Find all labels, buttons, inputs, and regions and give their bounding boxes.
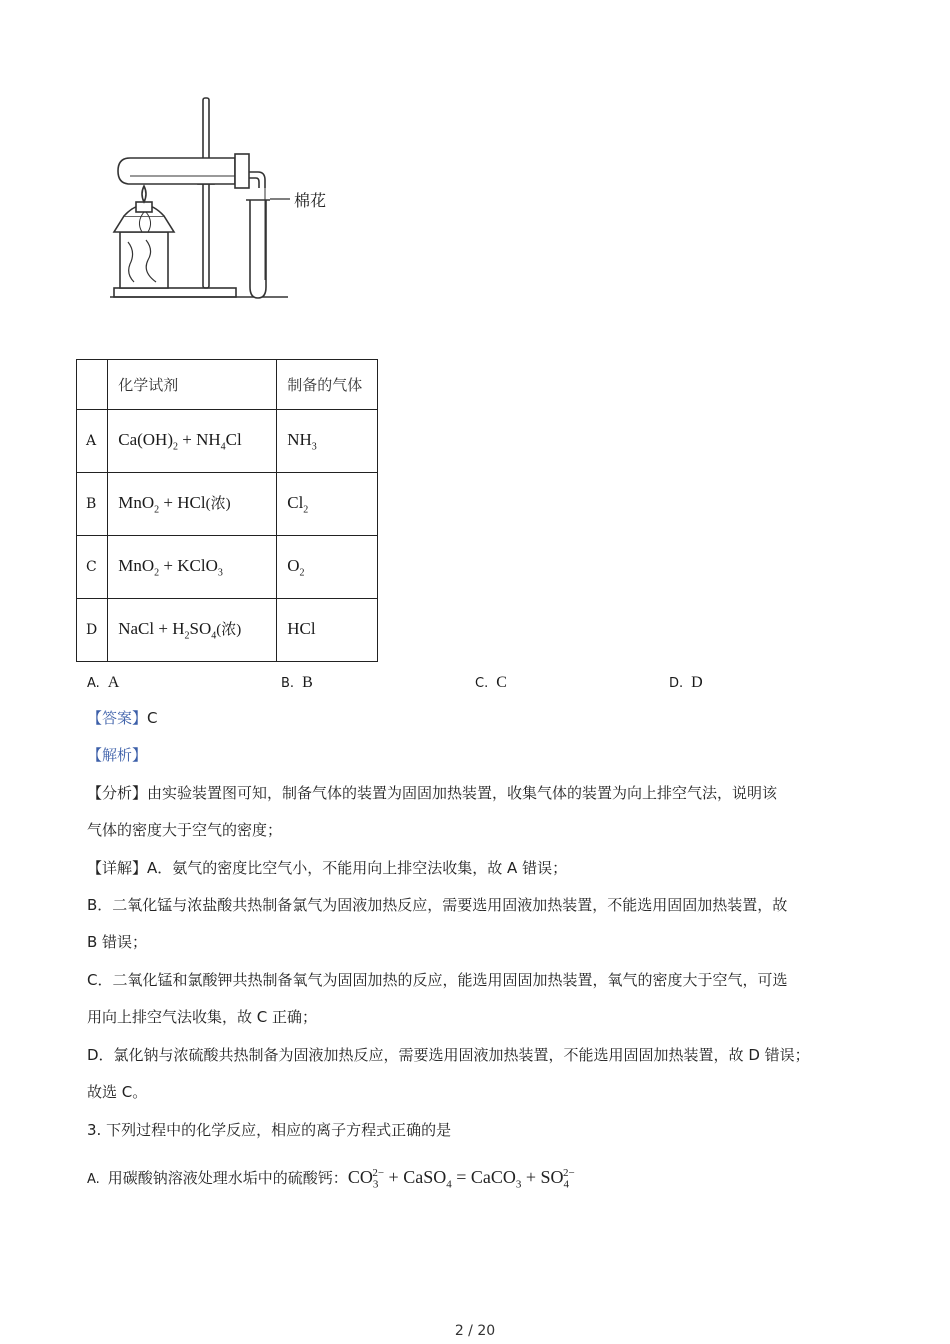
page-number: 2 / 20 [454, 1323, 496, 1339]
gas-cell: $NH_3$ [277, 410, 378, 473]
reagent-gas-table [76, 359, 378, 662]
row-letter: D [77, 599, 108, 662]
detail-c-line2: 用向上排空气法收集，故 C 正确； [87, 1008, 318, 1026]
reagent-cell: $Ca(OH)_2 + NH_4Cl$ [108, 410, 277, 473]
row-letter: C [77, 536, 108, 599]
option-a[interactable]: A. A [87, 674, 120, 691]
analysis-fenxi-line1: 【分析】由实验装置图可知，制备气体的装置为固固加热装置，收集气体的装置为向上排空气法，说明该 [87, 784, 778, 802]
gas-cell: $Cl_2$ [277, 473, 378, 536]
alcohol-lamp-body [120, 232, 168, 288]
collecting-tube [250, 200, 266, 298]
gas-cell: HCl [277, 599, 378, 662]
table-header-row [77, 360, 378, 410]
reagent-cell: NaCl + $H_2SO_4$(浓) [108, 599, 277, 662]
gas-cell: $O_2$ [277, 536, 378, 599]
detail-b-line2: B 错误； [87, 933, 148, 951]
ion-equation: $CO_3^{2-}$ + CaSO$_4$ = CaCO$_3$ + $SO_4^{2-}$ [347, 1167, 575, 1191]
test-tube [118, 158, 235, 184]
header-gas: 制备的气体 [277, 360, 378, 410]
detail-a: 【详解】A．氨气的密度比空气小，不能用向上排空法收集，故 A 错误； [87, 859, 568, 877]
question-3-option-a[interactable]: A. 用碳酸钠溶液处理水垢中的硫酸钙：$CO_3^{2-}$ + CaSO$_4$ = CaCO$_3$ + $SO_4^{2-}$ [87, 1167, 575, 1191]
option-d[interactable]: D. D [669, 674, 703, 691]
row-letter: B [77, 473, 108, 536]
answer-line: 【答案】C [87, 709, 158, 727]
header-reagent: 化学试剂 [108, 360, 277, 410]
flame [142, 186, 146, 202]
table-row [77, 536, 378, 599]
reagent-cell: MnO$_2$ + KClO$_3$ [108, 536, 277, 599]
option-c[interactable]: C. C [475, 674, 507, 691]
question-3-stem: 3. 下列过程中的化学反应，相应的离子方程式正确的是 [87, 1121, 452, 1139]
row-letter: A [77, 410, 108, 473]
option-b[interactable]: B. B [281, 674, 313, 691]
stand-base [114, 288, 236, 297]
detail-c-line1: C．二氧化锰和氯酸钾共热制备氧气为固固加热的反应，能选用固固加热装置，氧气的密度大于空气，可选 [87, 971, 788, 989]
reagent-cell: MnO$_2$ + HCl(浓) [108, 473, 277, 536]
table-row [77, 410, 378, 473]
analysis-fenxi-line2: 气体的密度大于空气的密度； [87, 821, 283, 839]
table-row [77, 599, 378, 662]
analysis-tag: 【解析】 [87, 746, 148, 764]
stand-rod [203, 98, 209, 288]
header-blank [77, 360, 108, 410]
rubber-stopper [235, 154, 249, 188]
detail-b-line1: B．二氧化锰与浓盐酸共热制备氯气为固液加热反应，需要选用固液加热装置，不能选用固固加热装置，故 [87, 896, 788, 914]
conclusion: 故选 C。 [87, 1083, 148, 1101]
cotton-label: 棉花 [294, 191, 327, 210]
table-row [77, 473, 378, 536]
detail-d: D．氯化钠与浓硫酸共热制备为固液加热反应，需要选用固液加热装置，不能选用固固加热装置，故 D 错误； [87, 1046, 810, 1064]
